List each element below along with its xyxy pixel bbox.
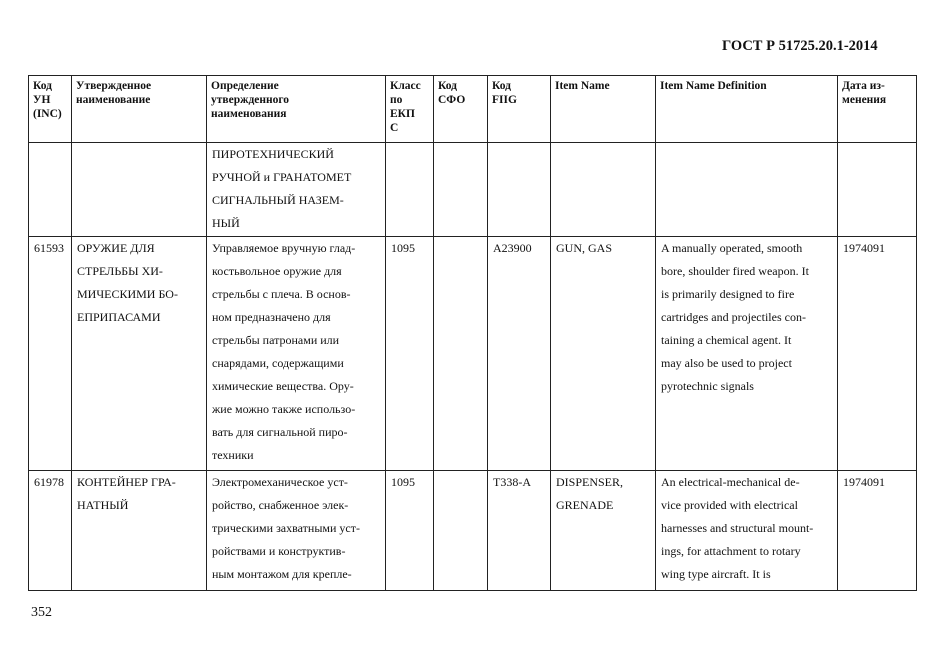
cell-item-name [551, 143, 656, 237]
cell-line: 1974091 [843, 475, 885, 489]
cell-item-name [551, 471, 656, 591]
cell-line: ройство, снабженное элек- [212, 498, 349, 512]
cell-inc [29, 143, 72, 237]
header-line: Дата из- [842, 80, 885, 92]
header-line: УН [33, 94, 51, 106]
cell-line: ЕПРИПАСАМИ [77, 310, 161, 324]
header-line: Item Name Definition [660, 80, 767, 92]
cell-line: химические вещества. Ору- [212, 379, 354, 393]
header-class [386, 76, 434, 143]
cell-inc [29, 471, 72, 591]
cell-line: is primarily designed to fire [661, 287, 795, 301]
cell-line: ным монтажом для крепле- [212, 567, 352, 581]
cell-change-date [838, 143, 917, 237]
cell-line: cartridges and projectiles con- [661, 310, 806, 324]
cell-fiig [488, 471, 551, 591]
cell-line: ings, for attachment to rotary [661, 544, 801, 558]
cell-class [386, 471, 434, 591]
header-sfo [434, 76, 488, 143]
cell-item-name-definition [656, 471, 838, 591]
cell-line: 61593 [34, 241, 64, 255]
table-row [29, 237, 917, 471]
cell-item-name-definition [656, 143, 838, 237]
header-line: менения [842, 94, 887, 106]
header-line: Класс [390, 80, 421, 92]
header-approved-name [72, 76, 207, 143]
header-line: Утвержденное [76, 80, 152, 92]
cell-definition [207, 237, 386, 471]
table-header-row [29, 76, 917, 143]
cell-line: СИГНАЛЬНЫЙ НАЗЕМ- [212, 193, 344, 207]
cell-line: СТРЕЛЬБЫ ХИ- [77, 264, 163, 278]
header-line: С [390, 122, 399, 134]
header-line: (INC) [33, 108, 62, 120]
cell-line: МИЧЕСКИМИ БО- [77, 287, 178, 301]
table-row [29, 143, 917, 237]
cell-line: НАТНЫЙ [77, 498, 129, 512]
header-definition [207, 76, 386, 143]
cell-line: pyrotechnic signals [661, 379, 754, 393]
cell-approved-name [72, 237, 207, 471]
header-change-date [838, 76, 917, 143]
cell-item-name-definition [656, 237, 838, 471]
cell-line: An electrical-mechanical de- [661, 475, 800, 489]
cell-line: стрельбы с плеча. В основ- [212, 287, 351, 301]
cell-class [386, 237, 434, 471]
cell-line: ПИРОТЕХНИЧЕСКИЙ [212, 147, 334, 161]
cell-line: A23900 [493, 241, 532, 255]
page-number: 352 [31, 605, 52, 620]
header-line: Код [492, 80, 512, 92]
header-inc [29, 76, 72, 143]
header-item-name-definition [656, 76, 838, 143]
cell-line: трическими захватными уст- [212, 521, 360, 535]
document-id: ГОСТ Р 51725.20.1-2014 [722, 38, 878, 54]
cell-class [386, 143, 434, 237]
cell-line: 1974091 [843, 241, 885, 255]
cell-line: 61978 [34, 475, 64, 489]
cell-line: A manually operated, smooth [661, 241, 803, 255]
cell-line: костьвольное оружие для [212, 264, 342, 278]
header-line: по [390, 94, 403, 106]
header-line: СФО [438, 94, 466, 106]
cell-line: taining a chemical agent. It [661, 333, 792, 347]
cell-line: ОРУЖИЕ ДЛЯ [77, 241, 155, 255]
cell-line: жие можно также использо- [212, 402, 356, 416]
header-line: Item Name [555, 80, 610, 92]
cell-change-date [838, 471, 917, 591]
cell-line: КОНТЕЙНЕР ГРА- [77, 475, 176, 489]
cell-line: GRENADE [556, 498, 614, 512]
catalog-table [28, 75, 917, 591]
cell-sfo [434, 471, 488, 591]
cell-line: вать для сигнальной пиро- [212, 425, 348, 439]
header-line: наименование [76, 94, 151, 106]
cell-line: Электромеханическое уст- [212, 475, 348, 489]
header-line: ЕКП [390, 108, 415, 120]
cell-line: vice provided with electrical [661, 498, 798, 512]
cell-item-name [551, 237, 656, 471]
cell-line: harnesses and structural mount- [661, 521, 814, 535]
cell-sfo [434, 237, 488, 471]
table-row [29, 471, 917, 591]
cell-line: 1095 [391, 475, 415, 489]
cell-inc [29, 237, 72, 471]
cell-line: bore, shoulder fired weapon. It [661, 264, 809, 278]
cell-sfo [434, 143, 488, 237]
cell-line: wing type aircraft. It is [661, 567, 771, 581]
cell-line: GUN, GAS [556, 241, 613, 255]
header-item-name [551, 76, 656, 143]
header-line: Код [33, 80, 53, 92]
cell-line: 1095 [391, 241, 415, 255]
cell-definition [207, 471, 386, 591]
cell-line: стрельбы патронами или [212, 333, 340, 347]
cell-line: Управляемое вручную глад- [212, 241, 356, 255]
cell-line: T338-A [493, 475, 531, 489]
cell-definition [207, 143, 386, 237]
header-fiig [488, 76, 551, 143]
cell-fiig [488, 143, 551, 237]
cell-line: РУЧНОЙ и ГРАНАТОМЕТ [212, 170, 352, 184]
cell-fiig [488, 237, 551, 471]
cell-change-date [838, 237, 917, 471]
header-line: наименования [211, 108, 287, 120]
cell-line: снарядами, содержащими [212, 356, 344, 370]
header-line: Код [438, 80, 458, 92]
header-line: Определение [211, 80, 279, 92]
cell-approved-name [72, 471, 207, 591]
cell-line: ройствами и конструктив- [212, 544, 346, 558]
cell-line: ном предназначено для [212, 310, 331, 324]
header-line: FIIG [492, 94, 517, 106]
cell-line: техники [212, 448, 254, 462]
cell-line: may also be used to project [661, 356, 792, 370]
cell-line: DISPENSER, [556, 475, 624, 489]
cell-line: НЫЙ [212, 216, 240, 230]
cell-approved-name [72, 143, 207, 237]
header-line: утвержденного [211, 94, 290, 106]
